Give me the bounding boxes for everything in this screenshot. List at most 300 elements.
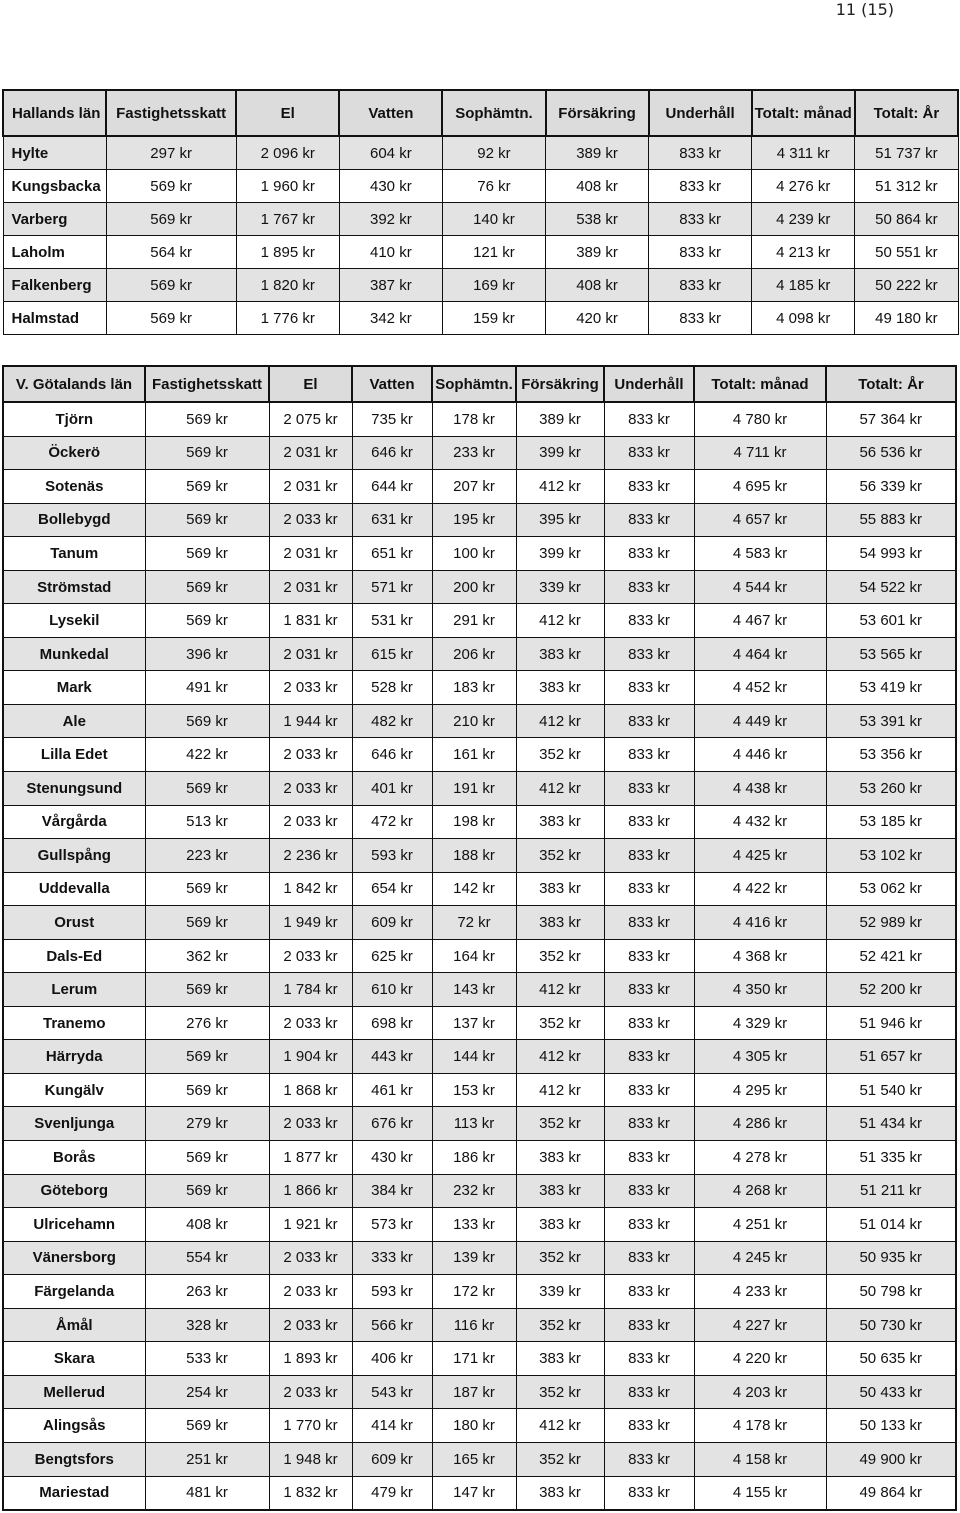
vastra-gotalands-lan-table xyxy=(2,365,957,1511)
table-cell: 833 kr xyxy=(604,470,694,504)
table-cell: 651 kr xyxy=(352,537,432,571)
table-cell: 569 kr xyxy=(145,1040,269,1074)
column-header: Underhåll xyxy=(649,90,752,136)
table-cell: 276 kr xyxy=(145,1006,269,1040)
municipality-name: Sotenäs xyxy=(3,470,145,504)
table-cell: 383 kr xyxy=(516,1342,604,1376)
table-cell: 631 kr xyxy=(352,503,432,537)
table-row xyxy=(3,1073,956,1107)
column-header: Totalt: månad xyxy=(752,90,855,136)
table-cell: 1 831 kr xyxy=(269,604,352,638)
table-cell: 153 kr xyxy=(432,1073,516,1107)
table-row xyxy=(3,1040,956,1074)
table-cell: 54 993 kr xyxy=(826,537,956,571)
table-cell: 171 kr xyxy=(432,1342,516,1376)
table-cell: 50 798 kr xyxy=(826,1275,956,1309)
column-header: El xyxy=(269,366,352,402)
table-cell: 164 kr xyxy=(432,939,516,973)
municipality-name: Kungsbacka xyxy=(3,170,106,203)
table-cell: 172 kr xyxy=(432,1275,516,1309)
table-cell: 251 kr xyxy=(145,1442,269,1476)
table-row xyxy=(3,1006,956,1040)
table-cell: 1 949 kr xyxy=(269,906,352,940)
table-cell: 206 kr xyxy=(432,637,516,671)
table-cell: 50 730 kr xyxy=(826,1308,956,1342)
table-cell: 604 kr xyxy=(339,136,442,170)
municipality-name: Vårgårda xyxy=(3,805,145,839)
table-cell: 223 kr xyxy=(145,839,269,873)
table-cell: 2 033 kr xyxy=(269,1375,352,1409)
table-cell: 113 kr xyxy=(432,1107,516,1141)
table-cell: 4 233 kr xyxy=(694,1275,826,1309)
table-cell: 186 kr xyxy=(432,1141,516,1175)
table-cell: 4 203 kr xyxy=(694,1375,826,1409)
table-cell: 430 kr xyxy=(339,170,442,203)
table-cell: 169 kr xyxy=(442,269,545,302)
municipality-name: Gullspång xyxy=(3,839,145,873)
table-cell: 833 kr xyxy=(604,1342,694,1376)
table-cell: 833 kr xyxy=(604,906,694,940)
table-cell: 383 kr xyxy=(516,906,604,940)
table-cell: 408 kr xyxy=(546,269,649,302)
table-cell: 2 033 kr xyxy=(269,1241,352,1275)
table-cell: 53 185 kr xyxy=(826,805,956,839)
table-cell: 481 kr xyxy=(145,1476,269,1510)
municipality-name: Bollebygd xyxy=(3,503,145,537)
table-row xyxy=(3,302,958,335)
table-cell: 352 kr xyxy=(516,839,604,873)
table-cell: 2 033 kr xyxy=(269,939,352,973)
table-cell: 531 kr xyxy=(352,604,432,638)
table-cell: 4 185 kr xyxy=(752,269,855,302)
column-header: Totalt: månad xyxy=(694,366,826,402)
municipality-name: Alingsås xyxy=(3,1409,145,1443)
table-cell: 698 kr xyxy=(352,1006,432,1040)
municipality-name: Falkenberg xyxy=(3,269,106,302)
table-cell: 53 601 kr xyxy=(826,604,956,638)
column-header: Vatten xyxy=(352,366,432,402)
table-cell: 53 062 kr xyxy=(826,872,956,906)
table-cell: 52 989 kr xyxy=(826,906,956,940)
table-cell: 569 kr xyxy=(145,1141,269,1175)
table-row xyxy=(3,136,958,170)
municipality-name: Härryda xyxy=(3,1040,145,1074)
table-cell: 50 864 kr xyxy=(855,203,958,236)
table-cell: 569 kr xyxy=(145,503,269,537)
table-cell: 53 419 kr xyxy=(826,671,956,705)
municipality-name: Lysekil xyxy=(3,604,145,638)
municipality-name: Vänersborg xyxy=(3,1241,145,1275)
table-cell: 833 kr xyxy=(604,1141,694,1175)
table-cell: 207 kr xyxy=(432,470,516,504)
table-cell: 569 kr xyxy=(145,906,269,940)
table-cell: 76 kr xyxy=(442,170,545,203)
table-cell: 4 422 kr xyxy=(694,872,826,906)
table-cell: 833 kr xyxy=(604,436,694,470)
table-cell: 1 842 kr xyxy=(269,872,352,906)
table1-header-row xyxy=(3,90,958,136)
table-cell: 609 kr xyxy=(352,906,432,940)
table-cell: 383 kr xyxy=(516,872,604,906)
table-cell: 1 767 kr xyxy=(236,203,339,236)
table-cell: 615 kr xyxy=(352,637,432,671)
table-cell: 4 098 kr xyxy=(752,302,855,335)
table-cell: 1 960 kr xyxy=(236,170,339,203)
table-cell: 4 583 kr xyxy=(694,537,826,571)
table-cell: 833 kr xyxy=(604,1375,694,1409)
table-cell: 159 kr xyxy=(442,302,545,335)
table-cell: 339 kr xyxy=(516,570,604,604)
table-cell: 593 kr xyxy=(352,839,432,873)
column-header: Hallands län xyxy=(3,90,106,136)
table-cell: 165 kr xyxy=(432,1442,516,1476)
table-cell: 57 364 kr xyxy=(826,402,956,436)
table-cell: 161 kr xyxy=(432,738,516,772)
table-cell: 4 329 kr xyxy=(694,1006,826,1040)
table-cell: 52 200 kr xyxy=(826,973,956,1007)
municipality-name: Halmstad xyxy=(3,302,106,335)
table-cell: 833 kr xyxy=(604,772,694,806)
table-cell: 569 kr xyxy=(145,1174,269,1208)
table-cell: 593 kr xyxy=(352,1275,432,1309)
table-row xyxy=(3,1141,956,1175)
table-cell: 49 180 kr xyxy=(855,302,958,335)
table-cell: 833 kr xyxy=(604,839,694,873)
table-cell: 479 kr xyxy=(352,1476,432,1510)
table-row xyxy=(3,805,956,839)
table-row xyxy=(3,738,956,772)
table-row xyxy=(3,637,956,671)
table-cell: 412 kr xyxy=(516,604,604,638)
table-cell: 4 544 kr xyxy=(694,570,826,604)
column-header: El xyxy=(236,90,339,136)
table-row xyxy=(3,537,956,571)
table-cell: 392 kr xyxy=(339,203,442,236)
table-cell: 147 kr xyxy=(432,1476,516,1510)
table-cell: 53 356 kr xyxy=(826,738,956,772)
table-cell: 92 kr xyxy=(442,136,545,170)
table-cell: 1 820 kr xyxy=(236,269,339,302)
table-cell: 538 kr xyxy=(546,203,649,236)
table2-body xyxy=(3,402,956,1510)
table-cell: 406 kr xyxy=(352,1342,432,1376)
table-cell: 50 133 kr xyxy=(826,1409,956,1443)
table-cell: 139 kr xyxy=(432,1241,516,1275)
table-cell: 56 339 kr xyxy=(826,470,956,504)
table-cell: 646 kr xyxy=(352,436,432,470)
table-cell: 528 kr xyxy=(352,671,432,705)
table-cell: 571 kr xyxy=(352,570,432,604)
table-cell: 121 kr xyxy=(442,236,545,269)
column-header: Försäkring xyxy=(546,90,649,136)
table-cell: 389 kr xyxy=(546,136,649,170)
table-cell: 1 866 kr xyxy=(269,1174,352,1208)
table-cell: 2 033 kr xyxy=(269,1308,352,1342)
municipality-name: Åmål xyxy=(3,1308,145,1342)
table-cell: 566 kr xyxy=(352,1308,432,1342)
table-cell: 72 kr xyxy=(432,906,516,940)
municipality-name: Strömstad xyxy=(3,570,145,604)
table-cell: 328 kr xyxy=(145,1308,269,1342)
table-cell: 51 434 kr xyxy=(826,1107,956,1141)
table-row xyxy=(3,1476,956,1510)
table-cell: 569 kr xyxy=(106,269,236,302)
table-cell: 1 784 kr xyxy=(269,973,352,1007)
municipality-name: Lerum xyxy=(3,973,145,1007)
table-cell: 412 kr xyxy=(516,1040,604,1074)
table-cell: 395 kr xyxy=(516,503,604,537)
municipality-name: Laholm xyxy=(3,236,106,269)
table-cell: 4 158 kr xyxy=(694,1442,826,1476)
municipality-name: Göteborg xyxy=(3,1174,145,1208)
table-cell: 4 278 kr xyxy=(694,1141,826,1175)
table-cell: 384 kr xyxy=(352,1174,432,1208)
table-cell: 408 kr xyxy=(145,1208,269,1242)
table-cell: 53 102 kr xyxy=(826,839,956,873)
table-cell: 56 536 kr xyxy=(826,436,956,470)
table-cell: 50 222 kr xyxy=(855,269,958,302)
table-cell: 51 211 kr xyxy=(826,1174,956,1208)
table-cell: 833 kr xyxy=(604,604,694,638)
table-cell: 183 kr xyxy=(432,671,516,705)
table-cell: 4 239 kr xyxy=(752,203,855,236)
table-cell: 389 kr xyxy=(546,236,649,269)
table-cell: 352 kr xyxy=(516,1442,604,1476)
table-cell: 1 895 kr xyxy=(236,236,339,269)
table-row xyxy=(3,436,956,470)
table-cell: 644 kr xyxy=(352,470,432,504)
table-cell: 4 213 kr xyxy=(752,236,855,269)
municipality-name: Hylte xyxy=(3,136,106,170)
table-cell: 352 kr xyxy=(516,738,604,772)
table-cell: 569 kr xyxy=(145,704,269,738)
table-cell: 4 446 kr xyxy=(694,738,826,772)
table-cell: 4 350 kr xyxy=(694,973,826,1007)
page-number: 11 (15) xyxy=(835,0,894,19)
table-cell: 833 kr xyxy=(604,1107,694,1141)
municipality-name: Bengtsfors xyxy=(3,1442,145,1476)
hallands-lan-table xyxy=(2,89,959,335)
table-cell: 232 kr xyxy=(432,1174,516,1208)
table-cell: 210 kr xyxy=(432,704,516,738)
table-cell: 396 kr xyxy=(145,637,269,671)
table-cell: 569 kr xyxy=(145,570,269,604)
table-cell: 342 kr xyxy=(339,302,442,335)
table-cell: 2 033 kr xyxy=(269,805,352,839)
table-row xyxy=(3,1308,956,1342)
table-cell: 4 467 kr xyxy=(694,604,826,638)
table-cell: 1 944 kr xyxy=(269,704,352,738)
table-cell: 2 033 kr xyxy=(269,1006,352,1040)
table-cell: 140 kr xyxy=(442,203,545,236)
table-cell: 412 kr xyxy=(516,973,604,1007)
table-cell: 569 kr xyxy=(145,402,269,436)
table-cell: 4 368 kr xyxy=(694,939,826,973)
table-cell: 412 kr xyxy=(516,704,604,738)
table-cell: 339 kr xyxy=(516,1275,604,1309)
table-row xyxy=(3,1275,956,1309)
table-cell: 2 033 kr xyxy=(269,772,352,806)
table-cell: 833 kr xyxy=(604,1275,694,1309)
table-cell: 569 kr xyxy=(145,436,269,470)
municipality-name: Färgelanda xyxy=(3,1275,145,1309)
municipality-name: Uddevalla xyxy=(3,872,145,906)
table-cell: 833 kr xyxy=(604,402,694,436)
table-cell: 833 kr xyxy=(604,1073,694,1107)
table-cell: 50 551 kr xyxy=(855,236,958,269)
table-row xyxy=(3,872,956,906)
table-cell: 2 033 kr xyxy=(269,738,352,772)
table-row xyxy=(3,503,956,537)
table-cell: 401 kr xyxy=(352,772,432,806)
table-cell: 569 kr xyxy=(106,170,236,203)
table-cell: 352 kr xyxy=(516,1006,604,1040)
column-header: Sophämtn. xyxy=(442,90,545,136)
table-row xyxy=(3,604,956,638)
table-row xyxy=(3,236,958,269)
municipality-name: Varberg xyxy=(3,203,106,236)
table-cell: 735 kr xyxy=(352,402,432,436)
table-row xyxy=(3,203,958,236)
table-cell: 833 kr xyxy=(604,973,694,1007)
table-cell: 4 711 kr xyxy=(694,436,826,470)
table-cell: 4 425 kr xyxy=(694,839,826,873)
table-cell: 833 kr xyxy=(604,805,694,839)
table-row xyxy=(3,973,956,1007)
table-cell: 1 832 kr xyxy=(269,1476,352,1510)
table-cell: 610 kr xyxy=(352,973,432,1007)
table-cell: 833 kr xyxy=(604,570,694,604)
table-cell: 412 kr xyxy=(516,470,604,504)
table-cell: 4 268 kr xyxy=(694,1174,826,1208)
table-row xyxy=(3,906,956,940)
column-header: Fastighetsskatt xyxy=(145,366,269,402)
table-row xyxy=(3,269,958,302)
table-cell: 50 635 kr xyxy=(826,1342,956,1376)
table-cell: 4 449 kr xyxy=(694,704,826,738)
table-row xyxy=(3,1375,956,1409)
table-row xyxy=(3,1107,956,1141)
table-cell: 833 kr xyxy=(604,1174,694,1208)
table-cell: 833 kr xyxy=(649,269,752,302)
table-cell: 2 033 kr xyxy=(269,1275,352,1309)
table-cell: 383 kr xyxy=(516,637,604,671)
table-cell: 191 kr xyxy=(432,772,516,806)
table-row xyxy=(3,1174,956,1208)
table-cell: 51 312 kr xyxy=(855,170,958,203)
table-cell: 195 kr xyxy=(432,503,516,537)
table-cell: 569 kr xyxy=(106,203,236,236)
table-cell: 53 565 kr xyxy=(826,637,956,671)
table-cell: 291 kr xyxy=(432,604,516,638)
table-cell: 399 kr xyxy=(516,436,604,470)
table-cell: 833 kr xyxy=(604,637,694,671)
column-header: Totalt: År xyxy=(826,366,956,402)
table-cell: 2 033 kr xyxy=(269,1107,352,1141)
municipality-name: Mark xyxy=(3,671,145,705)
table-cell: 178 kr xyxy=(432,402,516,436)
table-cell: 408 kr xyxy=(546,170,649,203)
table-cell: 513 kr xyxy=(145,805,269,839)
table-cell: 646 kr xyxy=(352,738,432,772)
table-cell: 833 kr xyxy=(649,136,752,170)
table-row xyxy=(3,1342,956,1376)
table-cell: 569 kr xyxy=(145,604,269,638)
table-cell: 4 305 kr xyxy=(694,1040,826,1074)
table2-header-row xyxy=(3,366,956,402)
municipality-name: Kungälv xyxy=(3,1073,145,1107)
table-cell: 51 014 kr xyxy=(826,1208,956,1242)
column-header: Vatten xyxy=(339,90,442,136)
table-cell: 2 096 kr xyxy=(236,136,339,170)
table-cell: 430 kr xyxy=(352,1141,432,1175)
table-cell: 569 kr xyxy=(145,1073,269,1107)
table-cell: 187 kr xyxy=(432,1375,516,1409)
table-cell: 383 kr xyxy=(516,1141,604,1175)
table-row xyxy=(3,1409,956,1443)
table-cell: 188 kr xyxy=(432,839,516,873)
table-cell: 833 kr xyxy=(604,872,694,906)
table-cell: 50 433 kr xyxy=(826,1375,956,1409)
municipality-name: Mellerud xyxy=(3,1375,145,1409)
table-cell: 554 kr xyxy=(145,1241,269,1275)
table-cell: 2 031 kr xyxy=(269,470,352,504)
table-cell: 4 178 kr xyxy=(694,1409,826,1443)
table-cell: 200 kr xyxy=(432,570,516,604)
table-cell: 443 kr xyxy=(352,1040,432,1074)
table-cell: 833 kr xyxy=(604,1040,694,1074)
table-cell: 144 kr xyxy=(432,1040,516,1074)
table-cell: 461 kr xyxy=(352,1073,432,1107)
table-cell: 414 kr xyxy=(352,1409,432,1443)
table-cell: 49 900 kr xyxy=(826,1442,956,1476)
municipality-name: Mariestad xyxy=(3,1476,145,1510)
table-cell: 389 kr xyxy=(516,402,604,436)
table-cell: 4 780 kr xyxy=(694,402,826,436)
table-cell: 833 kr xyxy=(604,1208,694,1242)
table-cell: 833 kr xyxy=(649,236,752,269)
table-cell: 4 452 kr xyxy=(694,671,826,705)
table-cell: 352 kr xyxy=(516,1375,604,1409)
table-cell: 4 251 kr xyxy=(694,1208,826,1242)
table-cell: 4 295 kr xyxy=(694,1073,826,1107)
table-cell: 143 kr xyxy=(432,973,516,1007)
table-cell: 383 kr xyxy=(516,805,604,839)
table-row xyxy=(3,570,956,604)
table-cell: 412 kr xyxy=(516,772,604,806)
table-cell: 137 kr xyxy=(432,1006,516,1040)
table-cell: 116 kr xyxy=(432,1308,516,1342)
table-cell: 412 kr xyxy=(516,1409,604,1443)
table-cell: 4 276 kr xyxy=(752,170,855,203)
table-cell: 352 kr xyxy=(516,1241,604,1275)
table-cell: 352 kr xyxy=(516,939,604,973)
table-cell: 352 kr xyxy=(516,1107,604,1141)
table-cell: 833 kr xyxy=(604,1006,694,1040)
table-cell: 4 155 kr xyxy=(694,1476,826,1510)
table-cell: 2 031 kr xyxy=(269,436,352,470)
table-cell: 383 kr xyxy=(516,671,604,705)
municipality-name: Tjörn xyxy=(3,402,145,436)
table-cell: 833 kr xyxy=(604,1476,694,1510)
table-cell: 279 kr xyxy=(145,1107,269,1141)
column-header: Totalt: År xyxy=(855,90,958,136)
table-cell: 4 245 kr xyxy=(694,1241,826,1275)
table-cell: 142 kr xyxy=(432,872,516,906)
table-cell: 51 540 kr xyxy=(826,1073,956,1107)
table-row xyxy=(3,1442,956,1476)
table-cell: 383 kr xyxy=(516,1174,604,1208)
